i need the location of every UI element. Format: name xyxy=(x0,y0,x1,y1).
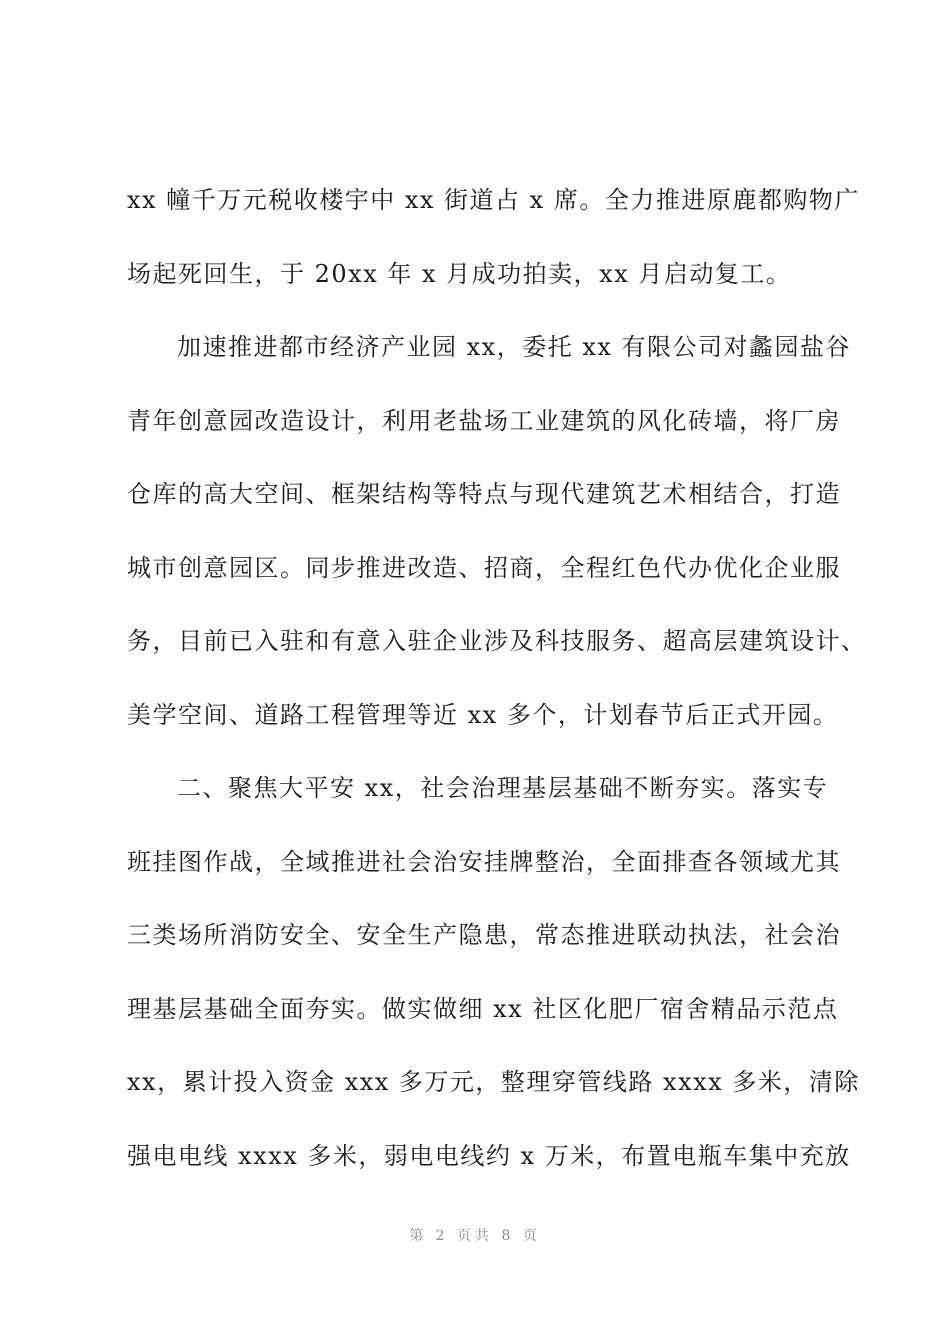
paragraph-line: 强电电线 xxxx 多米，弱电电线约 x 万米，布置电瓶车集中充放 xyxy=(127,1142,851,1170)
paragraph-line: 仓库的高大空间、框架结构等特点与现代建筑艺术相结合，打造 xyxy=(127,480,841,508)
paragraph-line: 加速推进都市经济产业园 xx，委托 xx 有限公司对蠡园盐谷 xyxy=(177,333,852,361)
paragraph-line: xx 幢千万元税收楼宇中 xx 街道占 x 席。全力推进原鹿都购物广 xyxy=(127,186,860,214)
paragraph-line: 二、聚焦大平安 xx，社会治理基层基础不断夯实。落实专 xyxy=(177,774,829,802)
paragraph-line: 三类场所消防安全、安全生产隐患，常态推进联动执法，社会治 xyxy=(127,921,841,949)
paragraph-line: 美学空间、道路工程管理等近 xx 多个，计划春节后正式开园。 xyxy=(127,701,839,729)
paragraph-line: 场起死回生，于 20xx 年 x 月成功拍卖，xx 月启动复工。 xyxy=(127,260,792,288)
paragraph-line: xx，累计投入资金 xxx 多万元，整理穿管线路 xxxx 多米，清除 xyxy=(127,1068,860,1096)
paragraph-line: 城市创意园区。同步推进改造、招商，全程红色代办优化企业服 xyxy=(127,554,841,582)
paragraph-line: 理基层基础全面夯实。做实做细 xx 社区化肥厂宿舍精品示范点 xyxy=(127,995,839,1023)
paragraph-line: 青年创意园改造设计，利用老盐场工业建筑的风化砖墙，将厂房 xyxy=(127,407,841,435)
paragraph-line: 务，目前已入驻和有意入驻企业涉及科技服务、超高层建筑设计、 xyxy=(127,627,867,655)
paragraph-line: 班挂图作战，全域推进社会治安挂牌整治，全面排查各领域尤其 xyxy=(127,848,841,876)
page-number-footer: 第 2 页共 8 页 xyxy=(409,1228,541,1244)
